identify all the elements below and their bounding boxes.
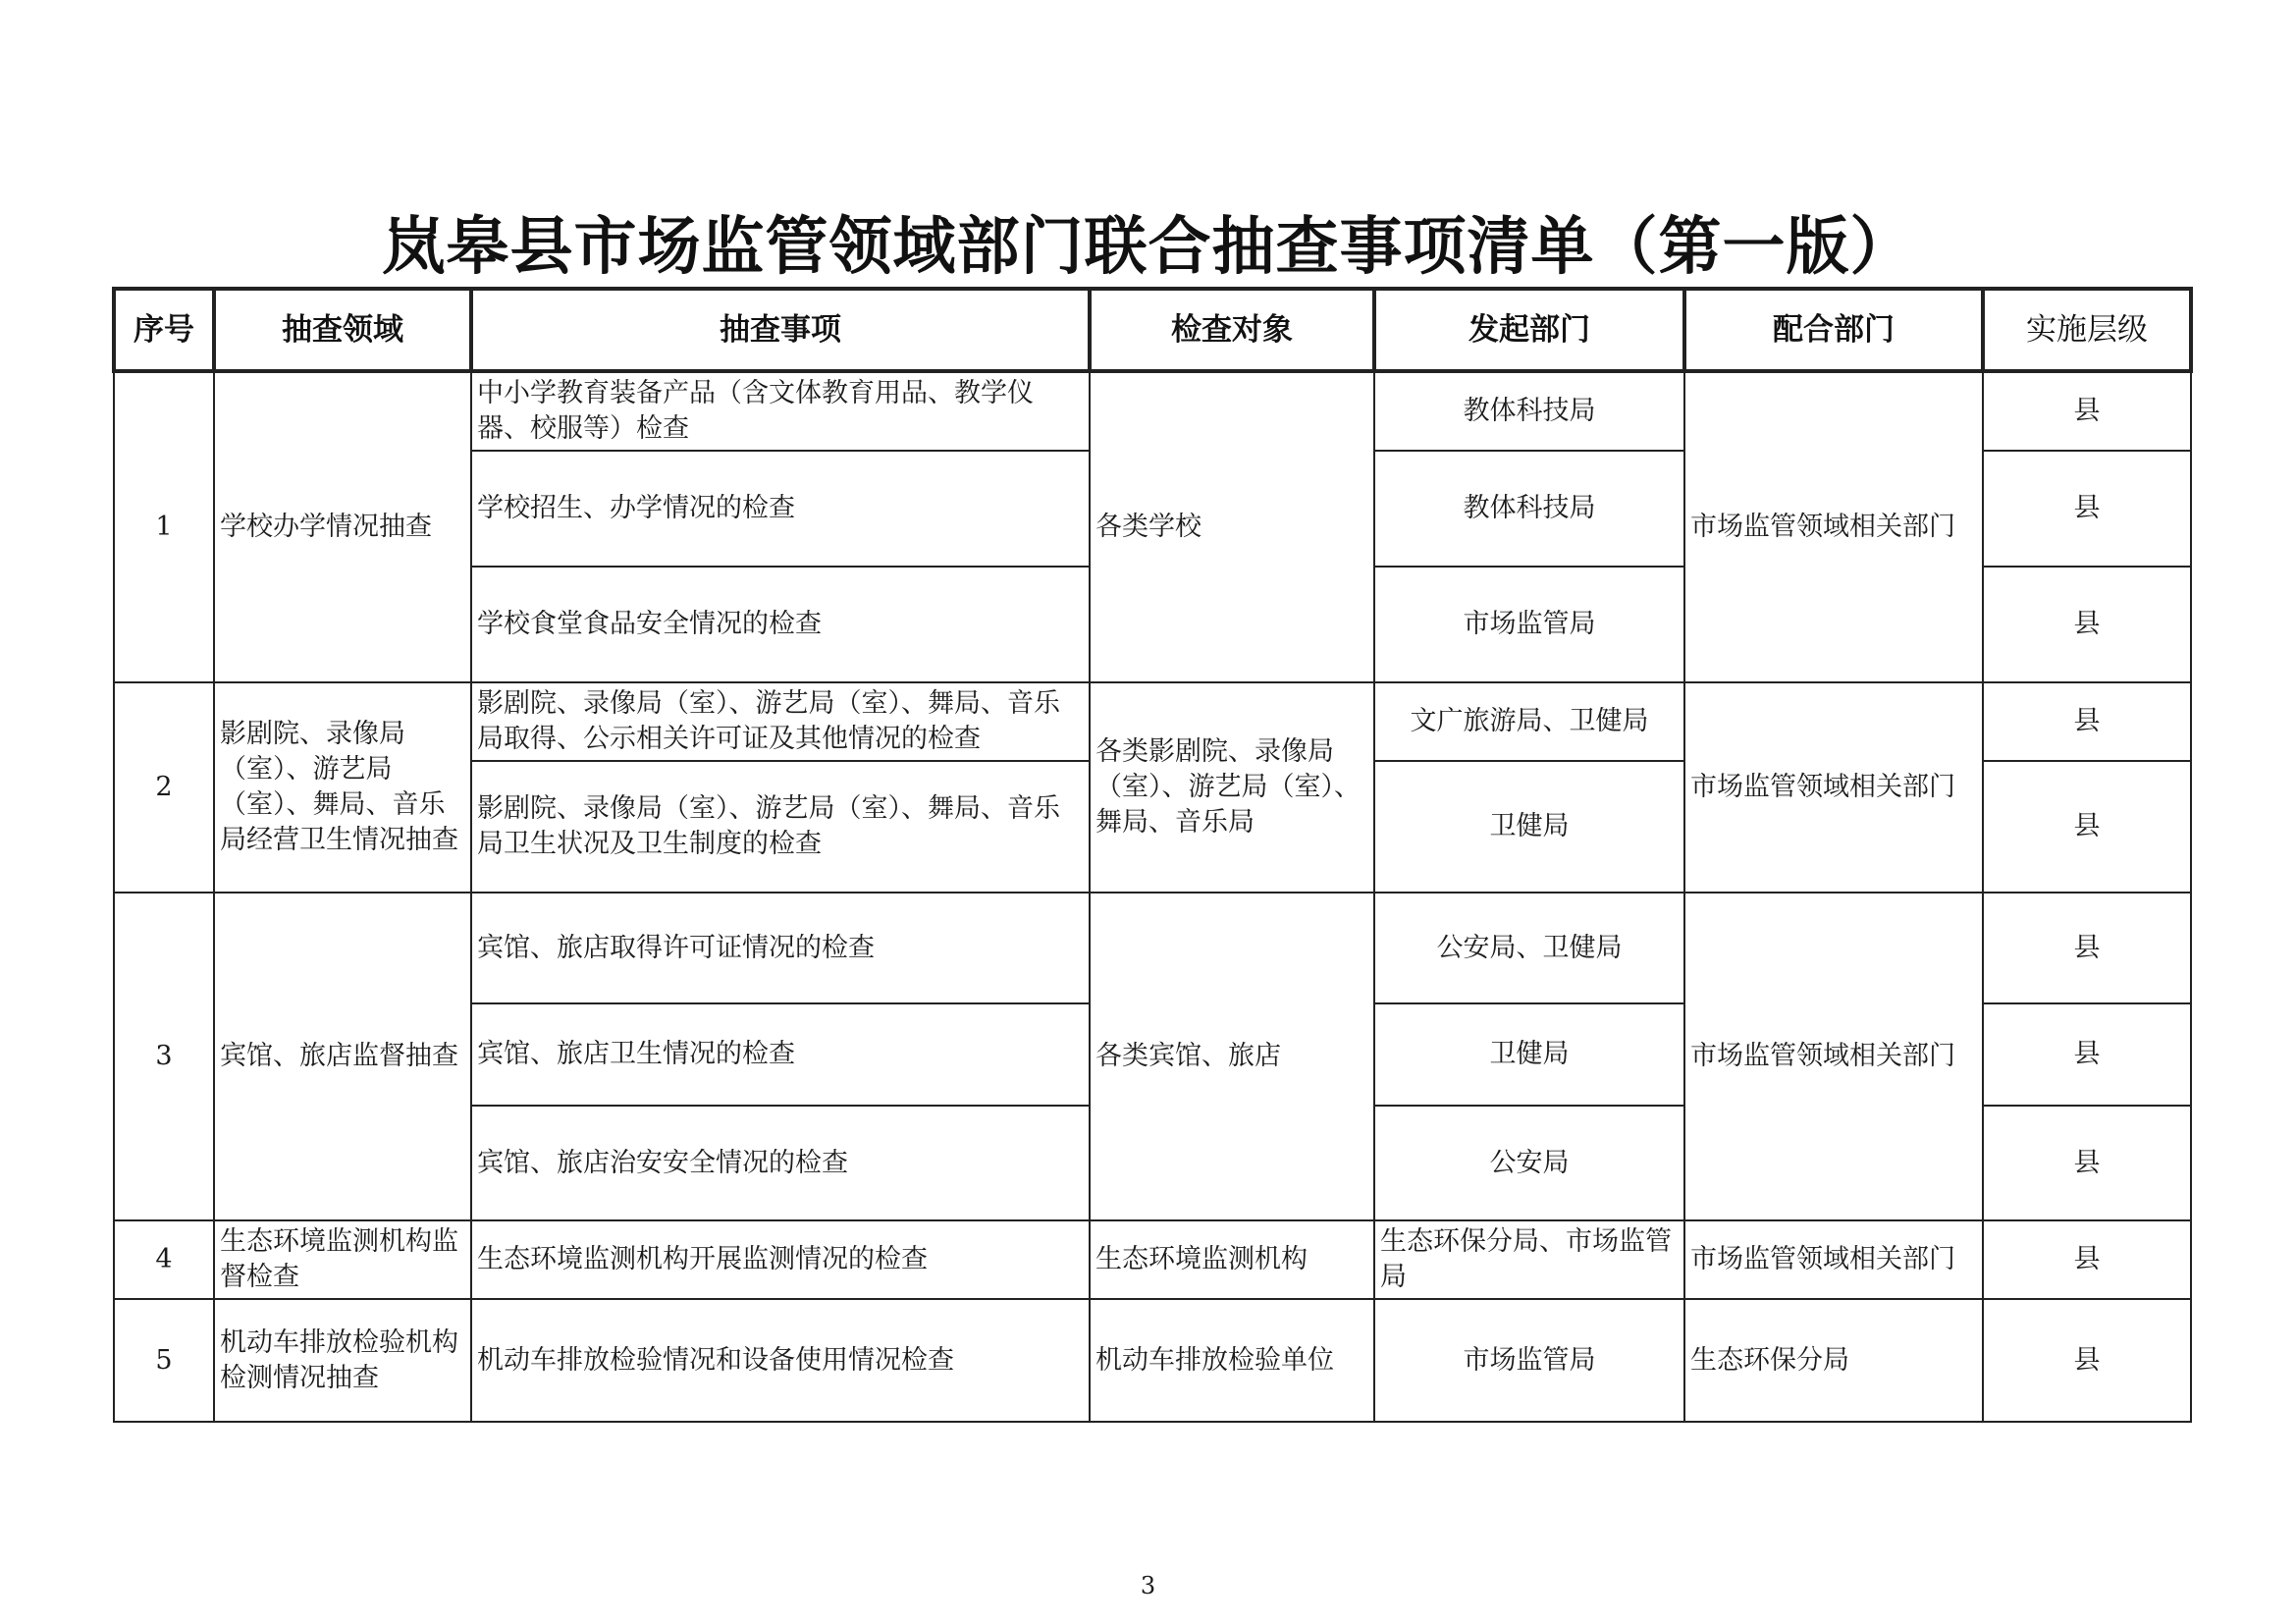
row-target: 生态环境监测机构 [1090,1220,1374,1299]
page-title: 岚皋县市场监管领域部门联合抽查事项清单（第一版） [382,210,1914,284]
header-initiating-dept: 发起部门 [1374,289,1684,371]
header-level: 实施层级 [1983,289,2191,371]
row-target: 各类宾馆、旅店 [1090,893,1374,1220]
row-no: 5 [114,1299,214,1422]
table-row [114,371,2191,451]
row-initiating-dept: 卫健局 [1374,1003,1684,1106]
row-no: 2 [114,682,214,893]
row-level: 县 [1983,1220,2191,1299]
row-target: 各类影剧院、录像局（室）、游艺局（室）、舞局、音乐局 [1090,682,1374,893]
header-row [114,289,2191,371]
row-matter: 影剧院、录像局（室）、游艺局（室）、舞局、音乐局卫生状况及卫生制度的检查 [471,761,1090,893]
table-row [114,893,2191,1003]
row-field: 影剧院、录像局（室）、游艺局（室）、舞局、音乐局经营卫生情况抽查 [214,682,471,893]
row-matter: 学校招生、办学情况的检查 [471,451,1090,567]
header-no: 序号 [114,289,214,371]
row-initiating-dept: 市场监管局 [1374,567,1684,682]
row-field: 宾馆、旅店监督抽查 [214,893,471,1220]
row-level: 县 [1983,1299,2191,1422]
row-field: 生态环境监测机构监督检查 [214,1220,471,1299]
row-matter: 学校食堂食品安全情况的检查 [471,567,1090,682]
row-level: 县 [1983,451,2191,567]
row-level: 县 [1983,682,2191,761]
row-cooperating-dept: 市场监管领域相关部门 [1684,1220,1983,1299]
row-cooperating-dept: 市场监管领域相关部门 [1684,682,1983,893]
row-matter: 影剧院、录像局（室）、游艺局（室）、舞局、音乐局取得、公示相关许可证及其他情况的检查 [471,682,1090,761]
row-no: 1 [114,371,214,682]
row-matter: 中小学教育装备产品（含文体教育用品、教学仪器、校服等）检查 [471,371,1090,451]
row-initiating-dept: 卫健局 [1374,761,1684,893]
row-cooperating-dept: 市场监管领域相关部门 [1684,893,1983,1220]
row-matter: 宾馆、旅店治安安全情况的检查 [471,1106,1090,1220]
inspection-list-table [112,287,2193,1423]
row-initiating-dept: 公安局 [1374,1106,1684,1220]
row-initiating-dept: 文广旅游局、卫健局 [1374,682,1684,761]
row-matter: 机动车排放检验情况和设备使用情况检查 [471,1299,1090,1422]
row-matter: 宾馆、旅店卫生情况的检查 [471,1003,1090,1106]
row-target: 机动车排放检验单位 [1090,1299,1374,1422]
page-number: 3 [1140,1572,1156,1599]
row-initiating-dept: 教体科技局 [1374,371,1684,451]
row-initiating-dept: 教体科技局 [1374,451,1684,567]
row-cooperating-dept: 生态环保分局 [1684,1299,1983,1422]
row-level: 县 [1983,567,2191,682]
row-level: 县 [1983,893,2191,1003]
row-level: 县 [1983,371,2191,451]
row-initiating-dept: 生态环保分局、市场监管局 [1374,1220,1684,1299]
row-level: 县 [1983,1003,2191,1106]
row-initiating-dept: 公安局、卫健局 [1374,893,1684,1003]
row-matter: 生态环境监测机构开展监测情况的检查 [471,1220,1090,1299]
table-row [114,1220,2191,1299]
row-no: 4 [114,1220,214,1299]
table-row [114,682,2191,761]
row-level: 县 [1983,761,2191,893]
row-target: 各类学校 [1090,371,1374,682]
header-matter: 抽查事项 [471,289,1090,371]
header-target: 检查对象 [1090,289,1374,371]
row-matter: 宾馆、旅店取得许可证情况的检查 [471,893,1090,1003]
row-initiating-dept: 市场监管局 [1374,1299,1684,1422]
row-level: 县 [1983,1106,2191,1220]
row-cooperating-dept: 市场监管领域相关部门 [1684,371,1983,682]
row-field: 学校办学情况抽查 [214,371,471,682]
table-row [114,1299,2191,1422]
row-no: 3 [114,893,214,1220]
header-cooperating-dept: 配合部门 [1684,289,1983,371]
row-field: 机动车排放检验机构检测情况抽查 [214,1299,471,1422]
header-field: 抽查领域 [214,289,471,371]
